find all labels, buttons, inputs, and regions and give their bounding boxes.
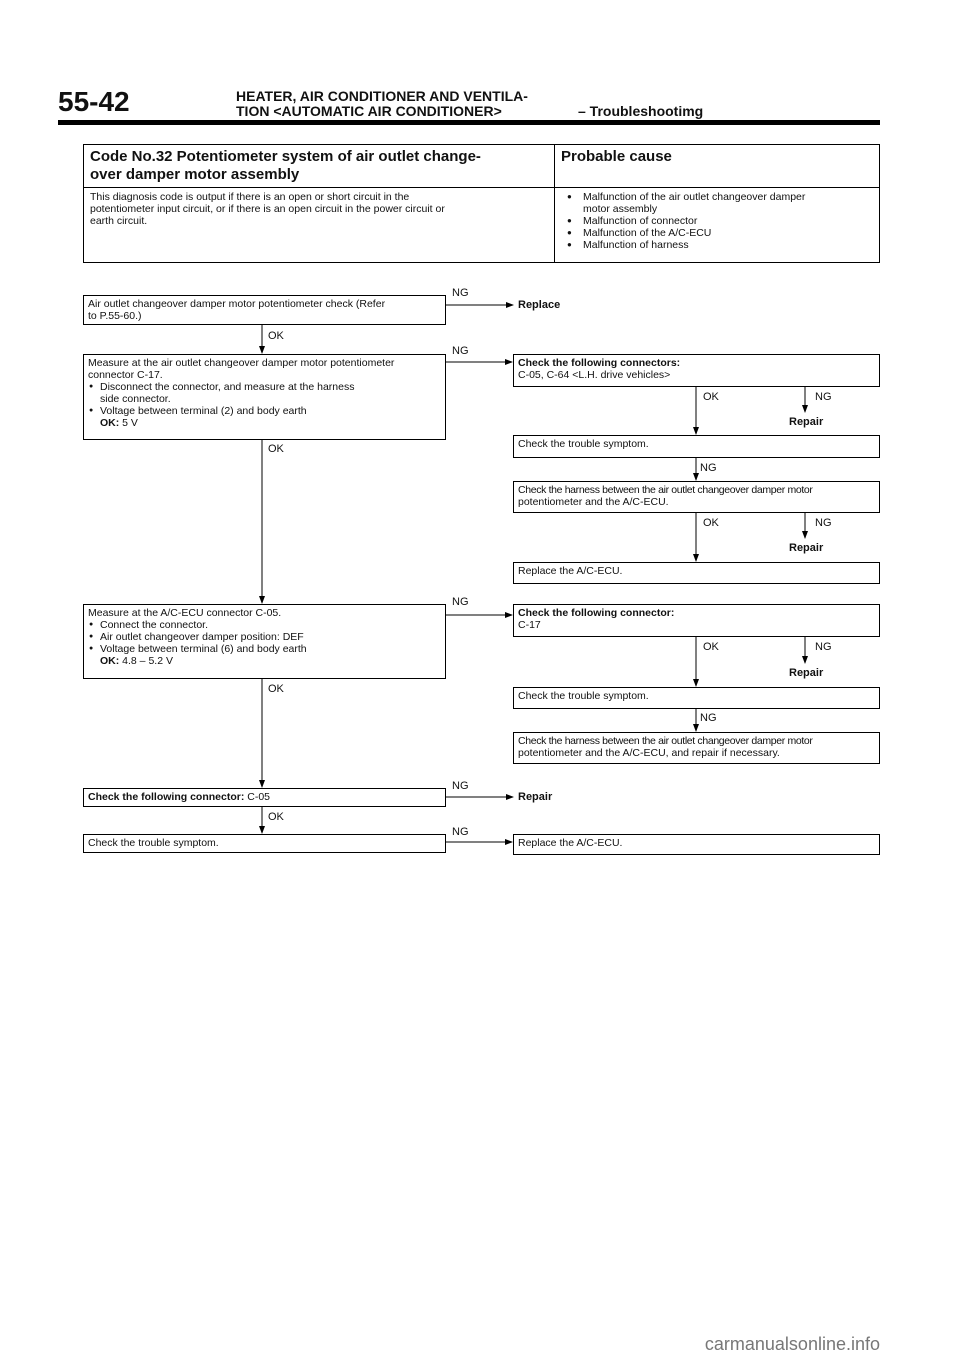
description-line: earth circuit. — [90, 215, 148, 227]
ng-label: NG — [815, 641, 832, 653]
step3-b3: Voltage between terminal (6) and body earth — [100, 643, 307, 655]
r2-title: Check the following connector: — [518, 607, 675, 619]
step4-box — [83, 788, 446, 807]
replace-ecu-box — [513, 562, 880, 584]
ok-label: OK — [703, 641, 719, 653]
step2-bullet — [88, 405, 441, 429]
step2-line2: connector C-17. — [88, 369, 163, 381]
step2-b1a: Disconnect the connector, and measure at the harness — [100, 381, 355, 393]
step5-text: Check the trouble symptom. — [88, 837, 219, 849]
harness2-box — [513, 732, 880, 764]
page-number: 55-42 — [58, 86, 130, 117]
step3-b2: Air outlet changeover damper position: DEF — [100, 631, 304, 643]
trouble-text: Check the trouble symptom. — [518, 438, 649, 450]
cause-text: Malfunction of connector — [583, 215, 698, 227]
replace-ecu-text: Replace the A/C-ECU. — [518, 565, 623, 577]
harness1-line2: potentiometer and the A/C-ECU. — [518, 496, 669, 508]
step1-box — [83, 295, 446, 325]
step3-bullet — [88, 619, 441, 631]
description-line: This diagnosis code is output if there is an open or short circuit in the — [90, 191, 410, 203]
step3-bullet — [88, 631, 441, 643]
step2-line1: Measure at the air outlet changeover damper motor potentiometer — [88, 357, 395, 369]
cause-text: Malfunction of harness — [583, 239, 689, 251]
step2-b1b: side connector. — [100, 393, 171, 405]
step1-line2: to P.55-60.) — [88, 310, 142, 322]
step1-line1: Air outlet changeover damper motor potentiometer check (Refer — [88, 298, 386, 310]
ok-label: OK — [268, 443, 284, 455]
harness1-box — [513, 481, 880, 513]
ng-label: NG — [452, 345, 469, 357]
ng-label: NG — [815, 517, 832, 529]
repair-text: Repair — [789, 542, 824, 554]
replace-ecu2-text: Replace the A/C-ECU. — [518, 837, 623, 849]
ng-label: NG — [452, 596, 469, 608]
ng-label: NG — [700, 712, 717, 724]
repair-text: Repair — [789, 416, 824, 428]
step2-box — [83, 354, 446, 440]
step4-detail: C-05 — [247, 791, 271, 803]
step2-bullet — [88, 381, 441, 405]
watermark: carmanualsonline.info — [704, 1334, 880, 1354]
step3-box — [83, 604, 446, 679]
repair-text: Repair — [789, 667, 824, 679]
ng-label: NG — [700, 462, 717, 474]
step3-bullet — [88, 643, 441, 667]
code-title-line2: over damper motor assembly — [90, 166, 300, 183]
step4-title: Check the following connector: — [88, 791, 245, 803]
ok-label: OK — [703, 391, 719, 403]
ok-label: OK — [268, 330, 284, 342]
step5-box — [83, 834, 446, 853]
step3-list — [88, 619, 441, 667]
step3-b1: Connect the connector. — [100, 619, 208, 631]
r1-box — [513, 354, 880, 387]
trouble2-text: Check the trouble symptom. — [518, 690, 649, 702]
ok-label: OK — [268, 683, 284, 695]
r1-title: Check the following connectors: — [518, 357, 681, 369]
ng-label: NG — [452, 826, 469, 838]
description-line: potentiometer input circuit, or if there is an open circuit in the power circuit or — [90, 203, 445, 215]
harness2-line1: Check the harness between the air outlet changeover damper motor — [518, 735, 813, 747]
step2-list — [88, 381, 441, 429]
replace-ecu2-box — [513, 834, 880, 855]
r1-detail: C-05, C-64 <L.H. drive vehicles> — [518, 369, 671, 381]
ng-label: NG — [452, 287, 469, 299]
trouble2-box — [513, 687, 880, 709]
harness2-line2: potentiometer and the A/C-ECU, and repair if necessary. — [518, 747, 780, 759]
ok-label: OK — [268, 811, 284, 823]
step2-b2: Voltage between terminal (2) and body earth — [100, 405, 307, 417]
step3-line1: Measure at the A/C-ECU connector C-05. — [88, 607, 282, 619]
harness1-line1: Check the harness between the air outlet changeover damper motor — [518, 484, 813, 496]
step3-ok-value: 4.8 – 5.2 V — [122, 655, 173, 667]
header-title-line1: HEATER, AIR CONDITIONER AND VENTILA- — [236, 88, 528, 104]
r2-detail: C-17 — [518, 619, 541, 631]
repair-text: Repair — [518, 791, 553, 803]
step3-ok-label: OK: — [100, 655, 120, 667]
cause-text: motor assembly — [583, 203, 658, 215]
ok-label: OK — [703, 517, 719, 529]
step2-ok-value: 5 V — [122, 417, 138, 429]
cause-title: Probable cause — [561, 148, 672, 165]
cause-text: Malfunction of the A/C-ECU — [583, 227, 712, 239]
header-section: – Troubleshootimg — [578, 103, 704, 119]
step2-ok-label: OK: — [100, 417, 120, 429]
cause-text: Malfunction of the air outlet changeover damper — [583, 191, 806, 203]
replace-text: Replace — [518, 299, 561, 311]
ng-label: NG — [815, 391, 832, 403]
code-title-line1: Code No.32 Potentiometer system of air outlet change- — [90, 148, 481, 165]
trouble-box — [513, 435, 880, 458]
header-title-line2: TION <AUTOMATIC AIR CONDITIONER> — [236, 103, 502, 119]
r2-box — [513, 604, 880, 637]
ng-label: NG — [452, 780, 469, 792]
